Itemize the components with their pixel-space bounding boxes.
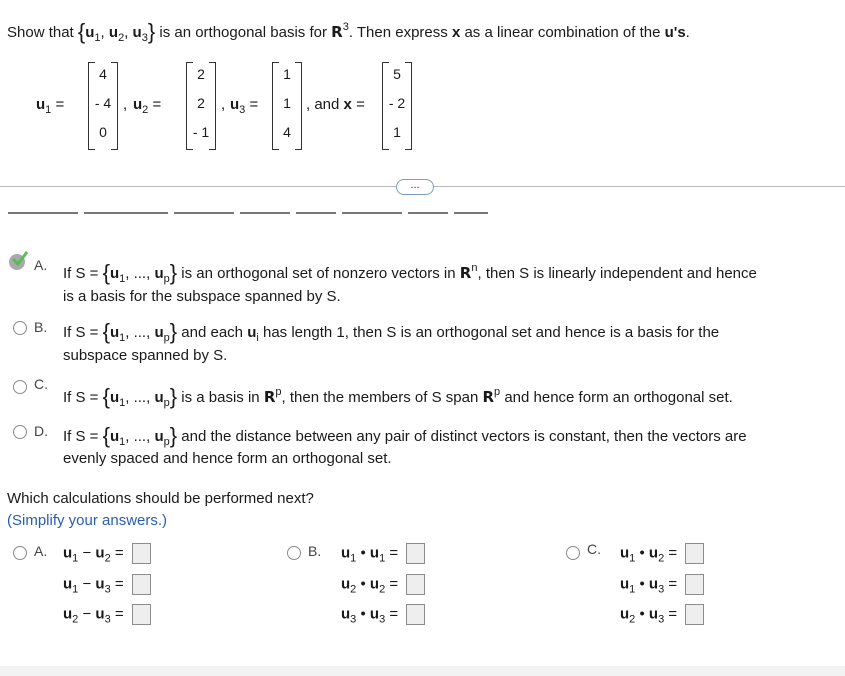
calc-b-row-1: $u_1$ • $u_1$ = — [341, 543, 425, 564]
option-c-line1: If $S = \{u_1$, ..., $u_p$} is a basis in $R^p$, then the members of S span $R^p$ and hence form an orthogonal set. — [63, 384, 733, 409]
calc-a-row-2: $u_1 - u_3$ = — [63, 574, 151, 595]
u1-matrix: 4 - 4 0 — [88, 62, 118, 150]
answer-input[interactable] — [685, 604, 704, 625]
calc-c-row-1: $u_1$ • $u_2$ = — [620, 543, 704, 564]
answer-input[interactable] — [132, 543, 151, 564]
calc-a-row-3: $u_2 - u_3$ = — [63, 604, 151, 625]
x-label: , and x = — [306, 96, 365, 113]
comma-1: , — [123, 96, 128, 113]
u1-label: $u_1$ = — [36, 96, 65, 116]
x-matrix: 5 - 2 1 — [382, 62, 412, 150]
hint-text: (Simplify your answers.) — [7, 512, 168, 529]
answer-input[interactable] — [406, 543, 425, 564]
expand-ellipsis-button[interactable]: ... — [396, 179, 434, 195]
option-d-line2: evenly spaced and hence form an orthogonal set. — [63, 450, 392, 467]
option-a-line1: If $S = \{u_1$, ..., $u_p$} is an orthogonal set of nonzero vectors in $R^n$, then S is linearly independent and hence — [63, 260, 757, 285]
answer-input[interactable] — [132, 604, 151, 625]
calc-a-row-1: $u_1 - u_2$ = — [63, 543, 151, 564]
option-a-letter[interactable]: A. — [34, 257, 48, 273]
answer-input[interactable] — [132, 574, 151, 595]
correct-check-icon — [9, 254, 25, 270]
calc-c-row-3: $u_2$ • $u_3$ = — [620, 604, 704, 625]
calc-c-letter[interactable]: C. — [587, 541, 601, 557]
answer-input[interactable] — [406, 574, 425, 595]
option-b-line2: subspace spanned by S. — [63, 347, 228, 364]
answer-input[interactable] — [406, 604, 425, 625]
option-d-letter[interactable]: D. — [34, 423, 48, 439]
option-a-line2: is a basis for the subspace spanned by S. — [63, 288, 341, 305]
comma-2: , — [221, 96, 226, 113]
answer-input[interactable] — [685, 543, 704, 564]
option-b-letter[interactable]: B. — [34, 319, 48, 335]
calc-b-row-2: $u_2$ • $u_2$ = — [341, 574, 425, 595]
prompt-text: Which calculations should be performed next? — [7, 490, 314, 507]
footer-bar — [0, 666, 845, 676]
calc-a-radio[interactable] — [13, 546, 27, 560]
option-c-radio[interactable] — [13, 380, 27, 394]
u2-matrix: 2 2 - 1 — [186, 62, 216, 150]
option-b-line1: If $S = \{u_1$, ..., $u_p$} and each $u_i$ has length 1, then S is an orthogonal set and hence is a basis for the — [63, 319, 720, 344]
clipped-text-line — [8, 212, 488, 218]
u2-label: $u_2$ = — [133, 96, 162, 116]
question-text: Show that {$u_1$, $u_2$, $u_3$} is an orthogonal basis for $R^3$. Then express x as a linear combination of the u's. — [7, 19, 690, 44]
u3-matrix: 1 1 4 — [272, 62, 302, 150]
calc-b-row-3: $u_3$ • $u_3$ = — [341, 604, 425, 625]
calc-b-letter[interactable]: B. — [308, 543, 322, 559]
calc-c-row-2: $u_1$ • $u_3$ = — [620, 574, 704, 595]
calc-a-letter[interactable]: A. — [34, 543, 48, 559]
answer-input[interactable] — [685, 574, 704, 595]
u3-label: $u_3$ = — [230, 96, 259, 116]
option-d-line1: If $S = \{u_1$, ..., $u_p$} and the distance between any pair of distinct vectors is constant, then the vectors are — [63, 423, 747, 448]
option-c-letter[interactable]: C. — [34, 376, 48, 392]
calc-b-radio[interactable] — [287, 546, 301, 560]
option-b-radio[interactable] — [13, 321, 27, 335]
option-d-radio[interactable] — [13, 425, 27, 439]
calc-c-radio[interactable] — [566, 546, 580, 560]
